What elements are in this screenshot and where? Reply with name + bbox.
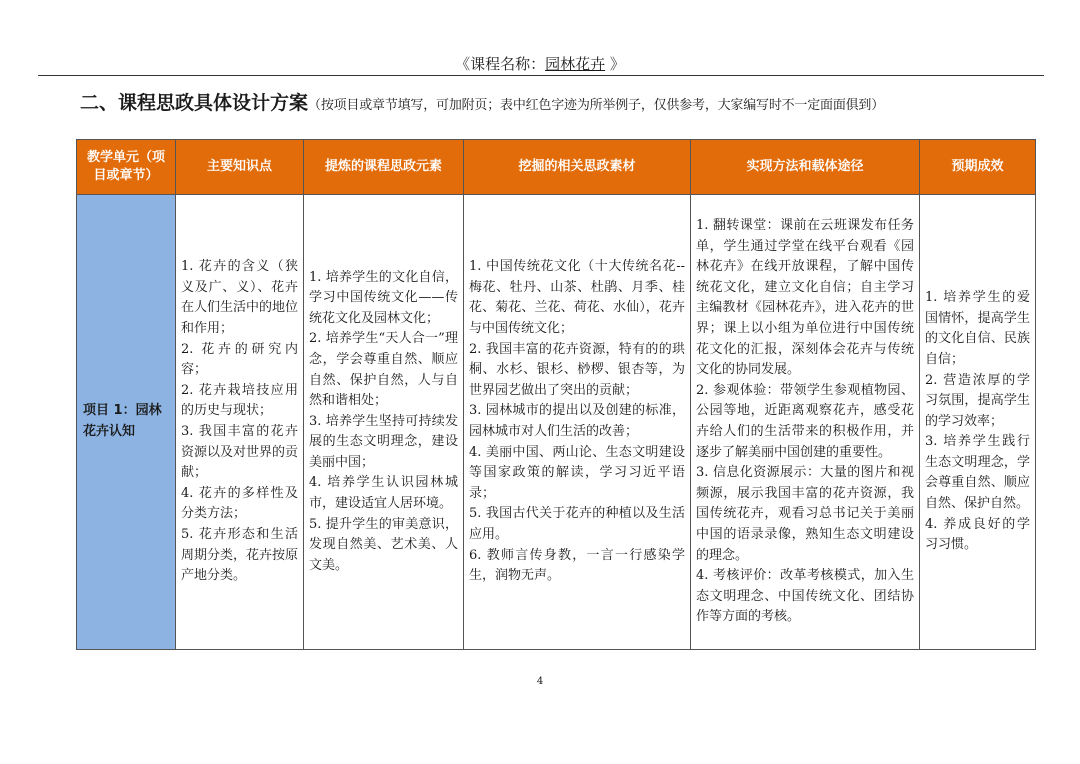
material-item: 2. 我国丰富的花卉资源，特有的的珙桐、水杉、银杉、桫椤、银杏等，为世界园艺做出了突出的贡献；	[469, 341, 685, 398]
knowledge-item: 4. 花卉的多样性及分类方法；	[181, 485, 298, 522]
cell-main-knowledge	[176, 195, 304, 650]
knowledge-item: 2. 花卉栽培技应用的历史与现状；	[181, 382, 298, 419]
knowledge-item: 1. 花卉的含义（狭义及广、义）、花卉在人们生活中的地位和作用；	[181, 259, 299, 337]
section-title: 二、课程思政具体设计方案	[80, 92, 309, 114]
method-item: 2. 参观体验：带领学生参观植物园、公园等地，近距离观察花卉，感受花卉给人们的生活带来的积极作用，并逐步了解美丽中国创建的重要性。	[696, 382, 914, 460]
outcome-item: 2. 营造浓厚的学习氛围，提高学生的学习效率；	[925, 372, 1030, 429]
material-item: 1. 中国传统花文化（十大传统名花--梅花、牡丹、山茶、杜鹃、月季、桂花、菊花、兰花、荷花、水仙），花卉与中国传统文化；	[469, 259, 685, 337]
cell-expected-outcomes	[920, 195, 1036, 650]
knowledge-item: 2. 花卉的研究内容；	[181, 341, 298, 378]
material-item: 3. 园林城市的提出以及创建的标准，园林城市对人们生活的改善；	[469, 403, 685, 439]
knowledge-item: 3. 我国丰富的花卉资源以及对世界的贡献；	[181, 424, 299, 481]
header-prefix: 《课程名称：	[455, 55, 546, 73]
knowledge-item: 5. 花卉形态和生活周期分类，花卉按原产地分类。	[181, 526, 299, 584]
cell-related-materials	[464, 195, 691, 650]
section-note: （按项目或章节填写，可加附页；表中红色字迹为所举例子，仅供参考，大家编写时不一定面面俱到）	[308, 98, 885, 113]
section-heading	[80, 88, 1070, 115]
outcome-item: 4. 养成良好的学习习惯。	[925, 516, 1030, 553]
header-suffix: 》	[605, 55, 625, 73]
outcome-item: 3. 培养学生践行生态文明理念，学会尊重自然、顺应自然、保护自然。	[925, 434, 1030, 512]
header-ideological-elements: 提炼的课程思政元素	[304, 140, 464, 195]
material-item: 4. 美丽中国、两山论、生态文明建设等国家政策的解读，学习习近平语录；	[469, 444, 685, 501]
method-item: 1. 翻转课堂：课前在云班课发布任务单，学生通过学堂在线平台观看《园林花卉》在线开放课程，了解中国传统花文化，建立文化自信；自主学习主编教材《园林花卉》，进入花卉的世界；课上以小组为单位进行中国传统花文化的汇报，深刻体会花卉与传统文化的协同发展。	[696, 218, 914, 378]
cell-methods-and-carriers	[691, 195, 920, 650]
element-item: 2. 培养学生“天人合一”理念，学会尊重自然、顺应自然、保护自然，人与自然和谐相处；	[309, 331, 458, 409]
material-item: 6. 教师言传身教，一言一行感染学生，润物无声。	[469, 547, 685, 584]
element-item: 4. 培养学生认识园林城市，建设适宜人居环境。	[309, 475, 458, 512]
outcome-item: 1. 培养学生的爱国情怀，提高学生的文化自信、民族自信；	[925, 290, 1030, 367]
header-methods-and-carriers: 实现方法和载体途径	[691, 140, 920, 195]
header-main-knowledge: 主要知识点	[176, 140, 304, 195]
design-plan-table	[76, 139, 1036, 650]
document-header	[0, 53, 1080, 74]
table-header-row	[77, 140, 1036, 195]
method-item: 4. 考核评价：改革考核模式，加入生态文明理念、中国传统文化、团结协作等方面的考核。	[696, 568, 914, 625]
element-item: 5. 提升学生的审美意识，发现自然美、艺术美、人文美。	[309, 516, 458, 573]
header-expected-outcomes: 预期成效	[920, 140, 1036, 195]
element-item: 3. 培养学生坚持可持续发展的生态文明理念，建设美丽中国；	[309, 413, 458, 470]
cell-teaching-unit: 项目 1：园林花卉认知	[77, 195, 176, 650]
header-teaching-unit: 教学单元（项目或章节）	[77, 140, 176, 195]
cell-ideological-elements	[304, 195, 464, 650]
table-row	[77, 195, 1036, 650]
header-divider	[38, 75, 1044, 76]
element-item: 1. 培养学生的文化自信，学习中国传统文化——传统花文化及园林文化；	[309, 269, 458, 326]
course-name: 园林花卉	[545, 55, 606, 73]
header-related-materials: 挖掘的相关思政素材	[464, 140, 691, 195]
material-item: 5. 我国古代关于花卉的种植以及生活应用。	[469, 506, 685, 542]
method-item: 3. 信息化资源展示：大量的图片和视频源，展示我国丰富的花卉资源，我国传统花卉，观看习总书记关于美丽中国的语录录像，熟知生态文明建设的理念。	[696, 465, 914, 563]
page-number: 4	[536, 676, 544, 687]
